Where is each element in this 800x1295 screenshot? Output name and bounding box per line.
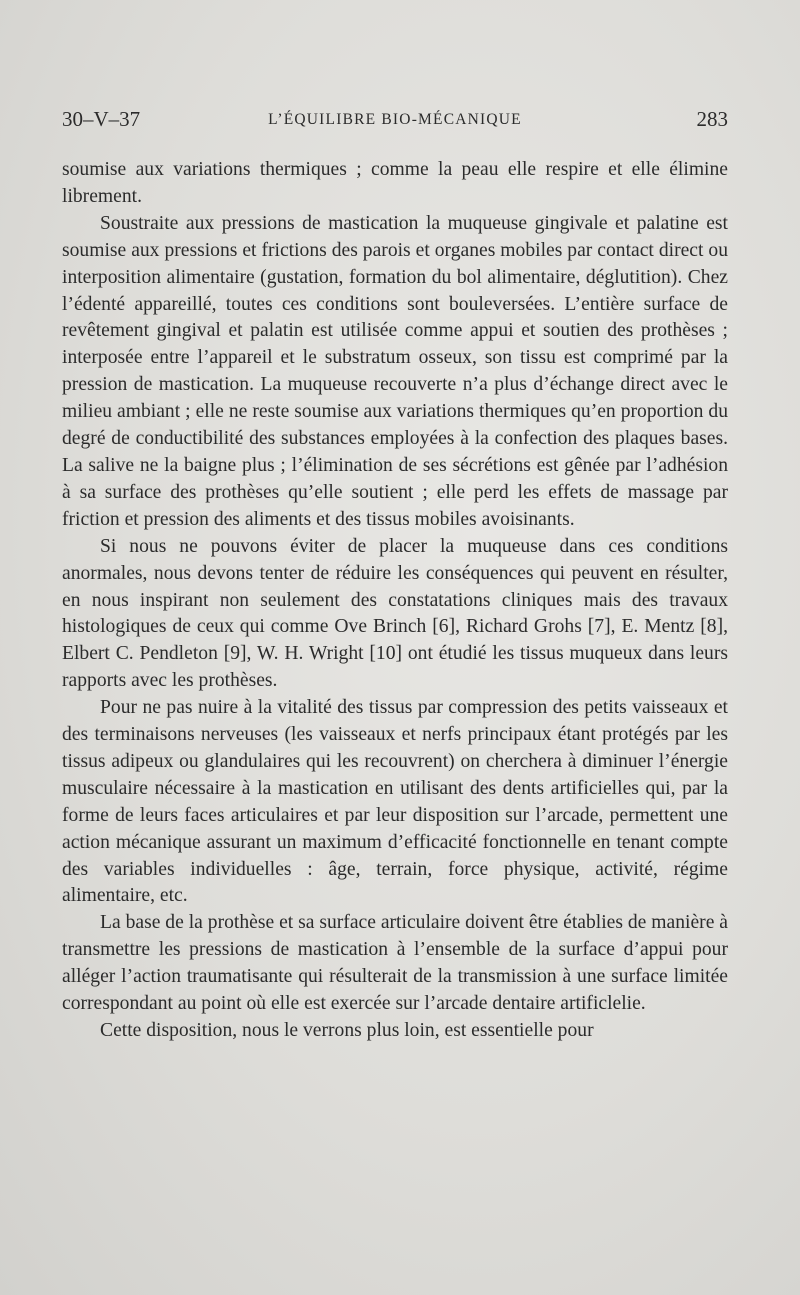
paragraph-continued: soumise aux variations thermiques ; comme la peau elle respire et elle élimine librement.: [62, 159, 728, 207]
paragraph-prosthesis-base: La base de la prothèse et sa surface articulaire doivent être établies de manière à transmettre les pressions de mastication à l’ensemble de la surface d’appui pour alléger l’action traumatisante qui résulterait de la transmission à une surface limitée correspondant au point où elle est exercée sur l’arcade dentaire artificlelie.: [62, 912, 728, 1015]
paragraph-disposition: Cette disposition, nous le verrons plus loin, est essentielle pour: [100, 1020, 594, 1041]
running-title: L’ÉQUILIBRE BIO-MÉCANIQUE: [268, 111, 522, 128]
paragraph-tissue-vitality: Pour ne pas nuire à la vitalité des tissus par compression des petits vaisseaux et des terminaisons nerveuses (les vaisseaux et nerfs principaux étant protégés par les tissus adipeux ou glandulaires qui les recouvrent) on cherchera à diminuer l’énergie musculaire nécessaire à la mastication en utilisant des dents artificielles qui, par la forme de leurs faces articulaires et par leur disposition sur l’arcade, permettent une action mécanique assurant un maximum d’efficacité fonctionnelle en tenant compte des variables individuelles : âge, terrain, force physique, activité, régime alimentaire, etc.: [62, 697, 728, 907]
paragraph-histological-works: Si nous ne pouvons éviter de placer la muqueuse dans ces conditions anormales, nous devons tenter de réduire les conséquences qui peuvent en résulter, en nous inspirant non seulement des constatations cliniques mais des travaux histologiques de ceux qui comme Ove Brinch [6], Richard Grohs [7], E. Mentz [8], Elbert C. Pendleton [9], W. H. Wright [10] ont étudié les tissus muqueux dans leurs rapports avec les prothèses.: [62, 535, 728, 692]
body-text: [62, 157, 728, 1045]
running-head: [62, 104, 728, 134]
header-date: 30–V–37: [62, 107, 141, 131]
page-number: 283: [696, 107, 728, 131]
paragraph-mucosa-pressure: Soustraite aux pressions de mastication la muqueuse gingivale et palatine est soumise aux pressions et frictions des parois et organes mobiles par contact direct ou interposition alimentaire (gustation, formation du bol alimentaire, déglutition). Chez l’édenté appareillé, toutes ces conditions sont bouleversées. L’entière surface de revêtement gingival et palatin est utilisée comme appui et soutien des prothèses ; interposée entre l’appareil et le substratum osseux, son tissu est comprimé par la pression de mastication. La muqueuse recouverte n’a plus d’échange direct avec le milieu ambiant ; elle ne reste soumise aux variations thermiques qu’en proportion du degré de conductibilité des substances employées à la confection des plaques bases. La salive ne la baigne plus ; l’élimination de ses sécrétions est gênée par l’adhésion à sa surface des prothèses qu’elle soutient ; elle perd les effets de massage par friction et pression des aliments et des tissus mobiles avoisinants.: [62, 212, 728, 530]
